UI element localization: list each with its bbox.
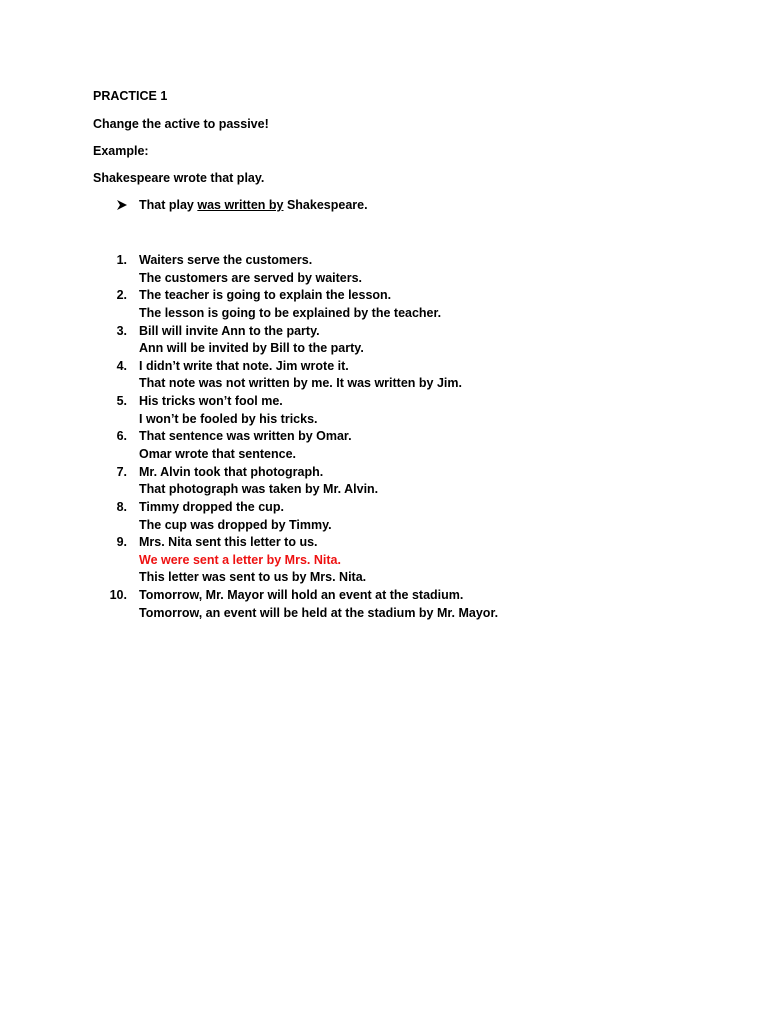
passive-answer: Omar wrote that sentence.	[139, 446, 296, 461]
active-sentence: Timmy dropped the cup.	[139, 500, 284, 515]
active-sentence: That sentence was written by Omar.	[139, 429, 352, 444]
item-number: 9.	[116, 535, 127, 550]
passive-answer: The lesson is going to be explained by the teacher.	[139, 305, 442, 320]
active-sentence: Mrs. Nita sent this letter to us.	[139, 535, 318, 550]
passive-answer: Ann will be invited by Bill to the party.	[139, 341, 364, 356]
list-item	[0, 534, 768, 587]
example-passive-after: Shakespeare.	[283, 198, 368, 212]
passive-answer: I won’t be fooled by his tricks.	[139, 411, 318, 426]
item-number: 3.	[116, 323, 127, 338]
active-sentence: The teacher is going to explain the lesson.	[139, 288, 392, 303]
item-number: 6.	[116, 429, 127, 444]
passive-answer: This letter was sent to us by Mrs. Nita.	[139, 570, 367, 585]
passive-answer-highlighted: We were sent a letter by Mrs. Nita.	[139, 552, 341, 567]
active-sentence: Waiters serve the customers.	[139, 253, 313, 267]
list-item	[0, 499, 768, 534]
example-label: Example:	[93, 144, 149, 158]
passive-answer: The customers are served by waiters.	[139, 270, 363, 285]
item-number: 5.	[116, 394, 127, 409]
list-item	[0, 587, 768, 622]
exercise-list	[0, 252, 768, 623]
list-item	[0, 252, 768, 287]
active-sentence: I didn’t write that note. Jim wrote it.	[139, 358, 349, 373]
passive-answer: That note was not written by me. It was written by Jim.	[139, 376, 462, 391]
passive-answer: Tomorrow, an event will be held at the stadium by Mr. Mayor.	[139, 605, 499, 620]
instruction-text: Change the active to passive!	[93, 117, 269, 131]
list-item	[0, 287, 768, 322]
item-number: 4.	[116, 358, 127, 373]
item-number: 2.	[116, 288, 127, 303]
passive-answer: The cup was dropped by Timmy.	[139, 517, 332, 532]
passive-answer: That photograph was taken by Mr. Alvin.	[139, 482, 379, 497]
active-sentence: Mr. Alvin took that photograph.	[139, 464, 324, 479]
active-sentence: Tomorrow, Mr. Mayor will hold an event at the stadium.	[139, 588, 464, 603]
list-item	[0, 428, 768, 463]
active-sentence: His tricks won’t fool me.	[139, 394, 283, 409]
list-item	[0, 323, 768, 358]
list-item	[0, 358, 768, 393]
active-sentence: Bill will invite Ann to the party.	[139, 323, 320, 338]
page-title: PRACTICE 1	[93, 89, 168, 103]
list-item	[0, 393, 768, 428]
example-passive-sentence	[116, 197, 368, 213]
example-passive-before: That play	[139, 198, 198, 212]
example-active-sentence: Shakespeare wrote that play.	[93, 171, 265, 185]
item-number: 1.	[116, 253, 127, 267]
arrowhead-bullet-icon	[116, 197, 139, 213]
item-number: 7.	[116, 464, 127, 479]
item-number: 8.	[116, 500, 127, 515]
list-item	[0, 464, 768, 499]
example-passive-underlined: was written by	[197, 198, 284, 212]
item-number: 10.	[109, 588, 127, 603]
